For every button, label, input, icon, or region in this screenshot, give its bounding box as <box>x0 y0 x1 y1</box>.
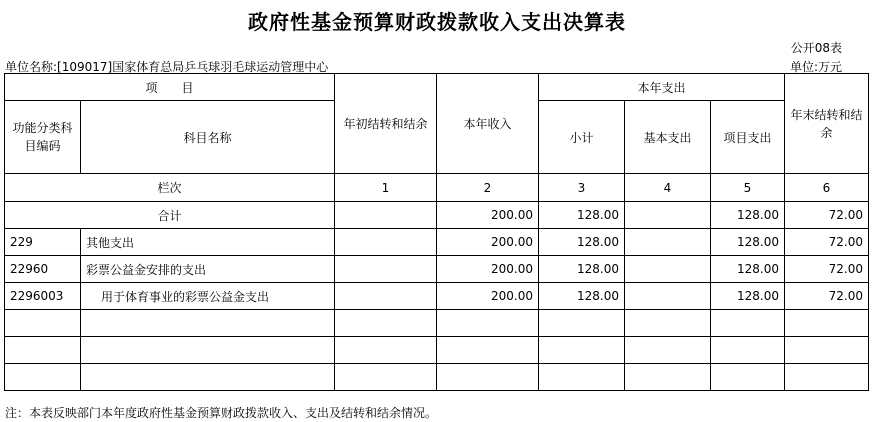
index-row <box>5 174 869 202</box>
row-basic <box>625 229 711 256</box>
row-end: 72.00 <box>785 283 869 310</box>
index-col-2: 2 <box>437 174 539 202</box>
row-name: 其他支出 <box>81 229 335 256</box>
currency-unit: 单位:万元 <box>789 60 842 74</box>
row-begin <box>335 256 437 283</box>
empty-row <box>5 364 869 391</box>
header-begin-balance: 年初结转和结余 <box>335 74 437 174</box>
header-row-1 <box>5 74 869 101</box>
header-subject: 科目名称 <box>81 101 335 174</box>
budget-table <box>4 73 869 391</box>
header-expense-group: 本年支出 <box>539 74 785 101</box>
table-row <box>5 283 869 310</box>
row-subtotal: 128.00 <box>539 229 625 256</box>
footnote: 注：本表反映部门本年度政府性基金预算财政拨款收入、支出及结转和结余情况。 <box>5 406 438 420</box>
header-code: 功能分类科目编码 <box>5 101 81 174</box>
total-subtotal: 128.00 <box>539 202 625 229</box>
row-begin <box>335 229 437 256</box>
form-number: 公开08表 <box>790 41 842 55</box>
index-col-3: 3 <box>539 174 625 202</box>
row-name: 用于体育事业的彩票公益金支出 <box>81 283 335 310</box>
row-code: 22960 <box>5 256 81 283</box>
row-project: 128.00 <box>711 256 785 283</box>
index-col-1: 1 <box>335 174 437 202</box>
table-row <box>5 229 869 256</box>
total-end: 72.00 <box>785 202 869 229</box>
empty-row <box>5 337 869 364</box>
total-income: 200.00 <box>437 202 539 229</box>
row-code: 229 <box>5 229 81 256</box>
header-basic: 基本支出 <box>625 101 711 174</box>
row-name: 彩票公益金安排的支出 <box>81 256 335 283</box>
total-project: 128.00 <box>711 202 785 229</box>
index-label: 栏次 <box>5 174 335 202</box>
row-code: 2296003 <box>5 283 81 310</box>
row-project: 128.00 <box>711 229 785 256</box>
total-label: 合计 <box>5 202 335 229</box>
row-income: 200.00 <box>437 256 539 283</box>
row-begin <box>335 283 437 310</box>
table-row <box>5 256 869 283</box>
index-col-4: 4 <box>625 174 711 202</box>
row-subtotal: 128.00 <box>539 283 625 310</box>
row-subtotal: 128.00 <box>539 256 625 283</box>
row-income: 200.00 <box>437 283 539 310</box>
row-end: 72.00 <box>785 229 869 256</box>
row-end: 72.00 <box>785 256 869 283</box>
total-basic <box>625 202 711 229</box>
header-item: 项 目 <box>5 74 335 101</box>
total-row <box>5 202 869 229</box>
header-subtotal: 小计 <box>539 101 625 174</box>
header-end-balance: 年末结转和结余 <box>785 74 869 174</box>
header-income: 本年收入 <box>437 74 539 174</box>
row-income: 200.00 <box>437 229 539 256</box>
index-col-6: 6 <box>785 174 869 202</box>
report-title: 政府性基金预算财政拨款收入支出决算表 <box>248 10 626 34</box>
row-project: 128.00 <box>711 283 785 310</box>
unit-name: 单位名称:[109017]国家体育总局乒乓球羽毛球运动管理中心 <box>5 60 329 74</box>
total-begin <box>335 202 437 229</box>
row-basic <box>625 256 711 283</box>
index-col-5: 5 <box>711 174 785 202</box>
row-basic <box>625 283 711 310</box>
empty-row <box>5 310 869 337</box>
header-project: 项目支出 <box>711 101 785 174</box>
